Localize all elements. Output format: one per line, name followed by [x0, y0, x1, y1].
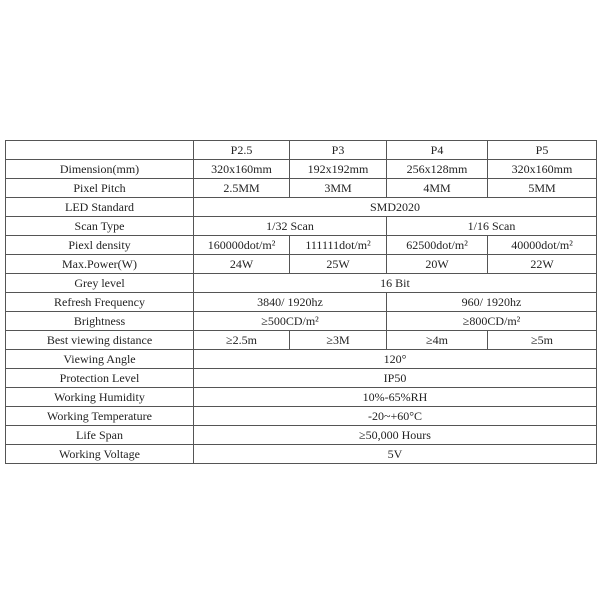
value-cell: IP50 — [194, 369, 597, 388]
value-cell: ≥500CD/m² — [194, 312, 387, 331]
value-cell: 5V — [194, 445, 597, 464]
row-label: Brightness — [6, 312, 194, 331]
value-cell: 3840/ 1920hz — [194, 293, 387, 312]
value-cell: 1/16 Scan — [387, 217, 597, 236]
header-cell: P2.5 — [194, 141, 290, 160]
row-label: Life Span — [6, 426, 194, 445]
table-row — [6, 426, 597, 445]
value-cell: 256x128mm — [387, 160, 488, 179]
row-label: Dimension(mm) — [6, 160, 194, 179]
table-row — [6, 407, 597, 426]
header-cell: P4 — [387, 141, 488, 160]
value-cell: 3MM — [290, 179, 387, 198]
row-label: Max.Power(W) — [6, 255, 194, 274]
row-label: Scan Type — [6, 217, 194, 236]
row-label: Grey level — [6, 274, 194, 293]
table-row — [6, 445, 597, 464]
row-label: LED Standard — [6, 198, 194, 217]
table-row — [6, 369, 597, 388]
value-cell: ≥5m — [488, 331, 597, 350]
value-cell: 1/32 Scan — [194, 217, 387, 236]
value-cell: 320x160mm — [194, 160, 290, 179]
value-cell: 960/ 1920hz — [387, 293, 597, 312]
row-label: Working Temperature — [6, 407, 194, 426]
value-cell: 120° — [194, 350, 597, 369]
table-row — [6, 179, 597, 198]
row-label: Refresh Frequency — [6, 293, 194, 312]
table-row — [6, 331, 597, 350]
table-row — [6, 274, 597, 293]
table-row — [6, 217, 597, 236]
value-cell: 40000dot/m² — [488, 236, 597, 255]
table-row — [6, 350, 597, 369]
value-cell: ≥3M — [290, 331, 387, 350]
value-cell: 20W — [387, 255, 488, 274]
value-cell: 320x160mm — [488, 160, 597, 179]
row-label: Viewing Angle — [6, 350, 194, 369]
header-cell: P3 — [290, 141, 387, 160]
table-row — [6, 236, 597, 255]
value-cell: 160000dot/m² — [194, 236, 290, 255]
table-row — [6, 388, 597, 407]
value-cell: 24W — [194, 255, 290, 274]
value-cell: ≥800CD/m² — [387, 312, 597, 331]
table-row — [6, 160, 597, 179]
value-cell: 111111dot/m² — [290, 236, 387, 255]
table-row — [6, 198, 597, 217]
value-cell: 10%-65%RH — [194, 388, 597, 407]
row-label: Working Humidity — [6, 388, 194, 407]
value-cell: 25W — [290, 255, 387, 274]
row-label: Piexl density — [6, 236, 194, 255]
value-cell: 4MM — [387, 179, 488, 198]
value-cell: 192x192mm — [290, 160, 387, 179]
spec-table — [5, 140, 597, 464]
table-row — [6, 255, 597, 274]
value-cell: 22W — [488, 255, 597, 274]
spec-table-body — [6, 141, 597, 464]
value-cell: 62500dot/m² — [387, 236, 488, 255]
value-cell: 16 Bit — [194, 274, 597, 293]
value-cell: ≥2.5m — [194, 331, 290, 350]
table-header-row — [6, 141, 597, 160]
value-cell: ≥50,000 Hours — [194, 426, 597, 445]
row-label: Best viewing distance — [6, 331, 194, 350]
value-cell: -20~+60°C — [194, 407, 597, 426]
row-label: Pixel Pitch — [6, 179, 194, 198]
row-label: Protection Level — [6, 369, 194, 388]
table-row — [6, 293, 597, 312]
value-cell: 5MM — [488, 179, 597, 198]
value-cell: SMD2020 — [194, 198, 597, 217]
table-row — [6, 312, 597, 331]
value-cell: 2.5MM — [194, 179, 290, 198]
header-cell: P5 — [488, 141, 597, 160]
value-cell: ≥4m — [387, 331, 488, 350]
row-label: Working Voltage — [6, 445, 194, 464]
header-cell — [6, 141, 194, 160]
